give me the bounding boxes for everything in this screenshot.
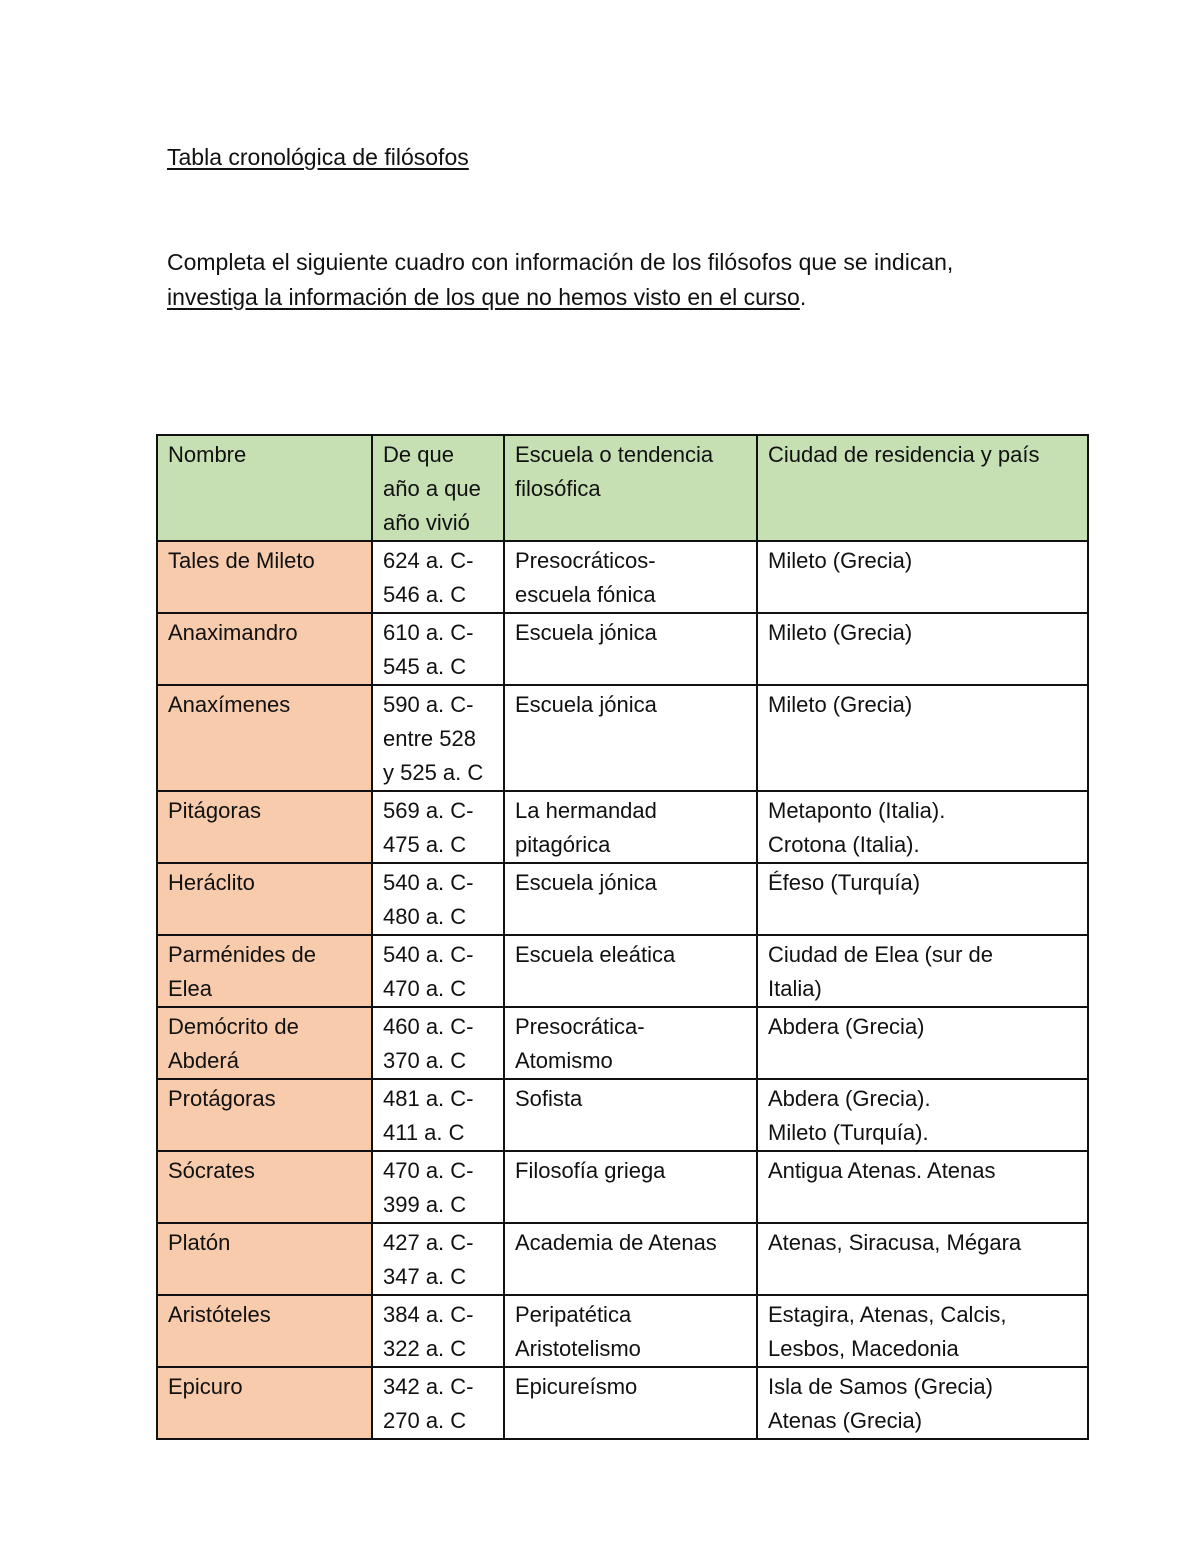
philosopher-name-cell bbox=[157, 685, 372, 791]
cell-text-line: Mileto (Turquía). bbox=[768, 1120, 929, 1145]
cell-text-line: Escuela jónica bbox=[515, 870, 657, 895]
years-cell bbox=[372, 1295, 504, 1367]
school-cell bbox=[504, 1151, 757, 1223]
city-cell bbox=[757, 1223, 1088, 1295]
cell-text-line: 470 a. C- bbox=[383, 1158, 474, 1183]
cell-text-line: 460 a. C- bbox=[383, 1014, 474, 1039]
school-cell bbox=[504, 1295, 757, 1367]
table-row bbox=[157, 1295, 1088, 1367]
philosopher-name-cell bbox=[157, 1079, 372, 1151]
header-years bbox=[372, 435, 504, 541]
city-cell bbox=[757, 935, 1088, 1007]
philosopher-name-cell bbox=[157, 863, 372, 935]
header-nombre bbox=[157, 435, 372, 541]
cell-text-line: Tales de Mileto bbox=[168, 548, 315, 573]
cell-text-line: Escuela jónica bbox=[515, 620, 657, 645]
table-row bbox=[157, 1367, 1088, 1439]
city-cell bbox=[757, 863, 1088, 935]
city-cell bbox=[757, 541, 1088, 613]
cell-text-line: 411 a. C bbox=[383, 1120, 465, 1145]
cell-text-line: 624 a. C- bbox=[383, 548, 474, 573]
cell-text-line: 322 a. C bbox=[383, 1336, 467, 1361]
cell-text-line: Platón bbox=[168, 1230, 231, 1255]
cell-text-line: 540 a. C- bbox=[383, 870, 474, 895]
table-row bbox=[157, 1007, 1088, 1079]
cell-text-line: Estagira, Atenas, Calcis, bbox=[768, 1302, 1007, 1327]
cell-text-line: Escuela eleática bbox=[515, 942, 676, 967]
table-row bbox=[157, 1223, 1088, 1295]
table-row bbox=[157, 1151, 1088, 1223]
years-cell bbox=[372, 1367, 504, 1439]
cell-text-line: Crotona (Italia). bbox=[768, 832, 920, 857]
cell-text-line: 545 a. C bbox=[383, 654, 467, 679]
cell-text-line: Lesbos, Macedonia bbox=[768, 1336, 959, 1361]
cell-text-line: Metaponto (Italia). bbox=[768, 798, 946, 823]
city-cell bbox=[757, 1151, 1088, 1223]
header-text-line: Escuela o tendencia bbox=[515, 442, 714, 467]
city-cell bbox=[757, 1079, 1088, 1151]
city-cell bbox=[757, 1007, 1088, 1079]
instructions-line-2-end: . bbox=[799, 284, 807, 310]
header-text-line: De que bbox=[383, 442, 454, 467]
cell-text-line: Elea bbox=[168, 976, 213, 1001]
cell-text-line: Academia de Atenas bbox=[515, 1230, 717, 1255]
cell-text-line: 384 a. C- bbox=[383, 1302, 474, 1327]
cell-text-line: Protágoras bbox=[168, 1086, 276, 1111]
cell-text-line: La hermandad bbox=[515, 798, 657, 823]
cell-text-line: y 525 a. C bbox=[383, 760, 484, 785]
cell-text-line: Mileto (Grecia) bbox=[768, 548, 913, 573]
philosophers-table bbox=[156, 434, 1089, 1440]
cell-text-line: 399 a. C bbox=[383, 1192, 467, 1217]
cell-text-line: Antigua Atenas. Atenas bbox=[768, 1158, 996, 1183]
cell-text-line: Demócrito de bbox=[168, 1014, 299, 1039]
cell-text-line: 569 a. C- bbox=[383, 798, 474, 823]
table-row bbox=[157, 613, 1088, 685]
cell-text-line: Abderá bbox=[168, 1048, 239, 1073]
cell-text-line: pitagórica bbox=[515, 832, 611, 857]
cell-text-line: Ciudad de Elea (sur de bbox=[768, 942, 994, 967]
years-cell bbox=[372, 935, 504, 1007]
cell-text-line: Éfeso (Turquía) bbox=[768, 870, 921, 895]
cell-text-line: 481 a. C- bbox=[383, 1086, 474, 1111]
instructions-line-1: Completa el siguiente cuadro con información de los filósofos que se indican, bbox=[167, 249, 954, 275]
table-row bbox=[157, 1079, 1088, 1151]
instructions-paragraph bbox=[167, 245, 1067, 315]
cell-text-line: 427 a. C- bbox=[383, 1230, 474, 1255]
header-text-line: año a que bbox=[383, 476, 481, 501]
school-cell bbox=[504, 541, 757, 613]
cell-text-line: Mileto (Grecia) bbox=[768, 620, 913, 645]
school-cell bbox=[504, 613, 757, 685]
years-cell bbox=[372, 791, 504, 863]
philosopher-name-cell bbox=[157, 1295, 372, 1367]
school-cell bbox=[504, 1079, 757, 1151]
cell-text-line: Filosofía griega bbox=[515, 1158, 666, 1183]
table-row bbox=[157, 685, 1088, 791]
instructions-line-2 bbox=[167, 280, 1067, 315]
cell-text-line: Sócrates bbox=[168, 1158, 255, 1183]
cell-text-line: 370 a. C bbox=[383, 1048, 467, 1073]
school-cell bbox=[504, 1367, 757, 1439]
school-cell bbox=[504, 863, 757, 935]
cell-text-line: Parménides de bbox=[168, 942, 316, 967]
cell-text-line: Abdera (Grecia) bbox=[768, 1014, 925, 1039]
instructions-underlined-text: investiga la información de los que no hemos visto en el curso bbox=[167, 284, 800, 310]
header-text-line: año vivió bbox=[383, 510, 470, 535]
years-cell bbox=[372, 685, 504, 791]
table-row bbox=[157, 935, 1088, 1007]
years-cell bbox=[372, 1223, 504, 1295]
philosopher-name-cell bbox=[157, 935, 372, 1007]
school-cell bbox=[504, 1007, 757, 1079]
philosopher-name-cell bbox=[157, 1151, 372, 1223]
philosopher-name-cell bbox=[157, 791, 372, 863]
table-row bbox=[157, 541, 1088, 613]
years-cell bbox=[372, 863, 504, 935]
years-cell bbox=[372, 1007, 504, 1079]
header-text-line: Ciudad de residencia y país bbox=[768, 442, 1040, 467]
years-cell bbox=[372, 613, 504, 685]
city-cell bbox=[757, 1367, 1088, 1439]
header-text-line: Nombre bbox=[168, 442, 247, 467]
philosopher-name-cell bbox=[157, 1223, 372, 1295]
school-cell bbox=[504, 791, 757, 863]
table-body bbox=[157, 541, 1088, 1439]
cell-text-line: Atomismo bbox=[515, 1048, 613, 1073]
cell-text-line: 347 a. C bbox=[383, 1264, 467, 1289]
cell-text-line: Presocráticos- bbox=[515, 548, 656, 573]
cell-text-line: Anaxímenes bbox=[168, 692, 291, 717]
cell-text-line: Anaximandro bbox=[168, 620, 298, 645]
cell-text-line: escuela fónica bbox=[515, 582, 656, 607]
cell-text-line: 590 a. C- bbox=[383, 692, 474, 717]
cell-text-line: Heráclito bbox=[168, 870, 255, 895]
years-cell bbox=[372, 1079, 504, 1151]
city-cell bbox=[757, 613, 1088, 685]
philosopher-name-cell bbox=[157, 1367, 372, 1439]
cell-text-line: Isla de Samos (Grecia) bbox=[768, 1374, 993, 1399]
table-row bbox=[157, 791, 1088, 863]
cell-text-line: Sofista bbox=[515, 1086, 583, 1111]
cell-text-line: 480 a. C bbox=[383, 904, 467, 929]
cell-text-line: Pitágoras bbox=[168, 798, 261, 823]
table-row bbox=[157, 863, 1088, 935]
cell-text-line: Peripatética bbox=[515, 1302, 632, 1327]
cell-text-line: 546 a. C bbox=[383, 582, 467, 607]
header-school bbox=[504, 435, 757, 541]
header-text-line: filosófica bbox=[515, 476, 601, 501]
philosopher-name-cell bbox=[157, 1007, 372, 1079]
table-header-row bbox=[157, 435, 1088, 541]
cell-text-line: 270 a. C bbox=[383, 1408, 467, 1433]
philosopher-name-cell bbox=[157, 541, 372, 613]
cell-text-line: Mileto (Grecia) bbox=[768, 692, 913, 717]
cell-text-line: 610 a. C- bbox=[383, 620, 474, 645]
cell-text-line: 470 a. C bbox=[383, 976, 467, 1001]
years-cell bbox=[372, 541, 504, 613]
city-cell bbox=[757, 1295, 1088, 1367]
cell-text-line: entre 528 bbox=[383, 726, 476, 751]
years-cell bbox=[372, 1151, 504, 1223]
cell-text-line: Atenas, Siracusa, Mégara bbox=[768, 1230, 1022, 1255]
cell-text-line: Escuela jónica bbox=[515, 692, 657, 717]
page-title: Tabla cronológica de filósofos bbox=[167, 144, 469, 170]
cell-text-line: Atenas (Grecia) bbox=[768, 1408, 923, 1433]
cell-text-line: 342 a. C- bbox=[383, 1374, 474, 1399]
cell-text-line: 475 a. C bbox=[383, 832, 467, 857]
cell-text-line: Abdera (Grecia). bbox=[768, 1086, 931, 1111]
school-cell bbox=[504, 1223, 757, 1295]
cell-text-line: 540 a. C- bbox=[383, 942, 474, 967]
cell-text-line: Italia) bbox=[768, 976, 822, 1001]
city-cell bbox=[757, 791, 1088, 863]
school-cell bbox=[504, 935, 757, 1007]
cell-text-line: Aristotelismo bbox=[515, 1336, 641, 1361]
philosopher-name-cell bbox=[157, 613, 372, 685]
header-city bbox=[757, 435, 1088, 541]
city-cell bbox=[757, 685, 1088, 791]
school-cell bbox=[504, 685, 757, 791]
cell-text-line: Epicuro bbox=[168, 1374, 243, 1399]
cell-text-line: Presocrática- bbox=[515, 1014, 645, 1039]
cell-text-line: Aristóteles bbox=[168, 1302, 271, 1327]
cell-text-line: Epicureísmo bbox=[515, 1374, 638, 1399]
